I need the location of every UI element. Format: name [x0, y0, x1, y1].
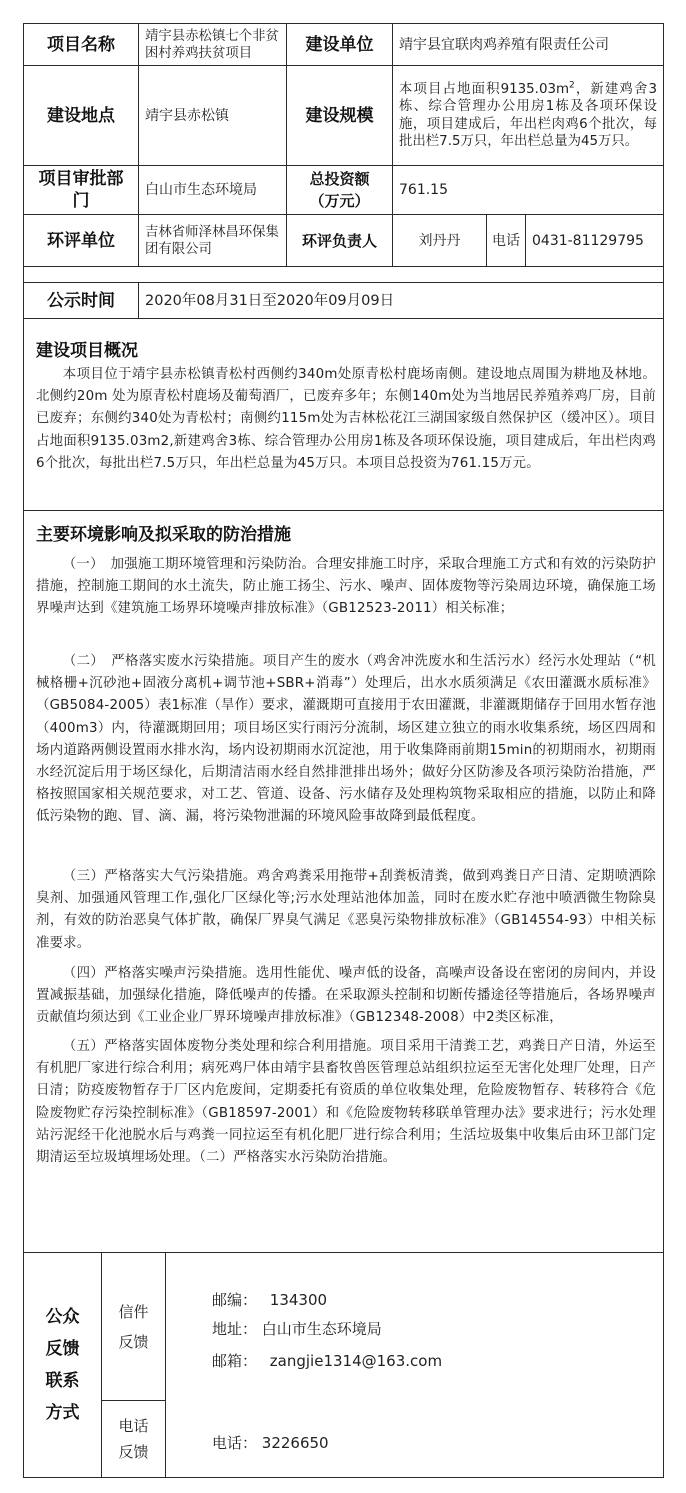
address-row: [212, 1318, 382, 1339]
builder-label: 建设单位: [305, 34, 374, 55]
border-bottom: [23, 1477, 664, 1478]
feedback-label-line: 公众: [45, 1307, 80, 1327]
postcode-value: 134300: [269, 1291, 328, 1309]
col-divider: [165, 1252, 166, 1478]
eia-phone-label: 电话: [492, 232, 520, 249]
measures-paragraph-5: （五）严格落实固体废物分类处理和综合利用措施。项目采用干清粪工艺，鸡粪日产日清，外运至有机肥厂家进行综合利用；病死鸡尸体由靖宇县畜牧兽医管理总站组织拉运至无害化处理厂处理，日产日清；防疫废物暂存于厂区内危废间，定期委托有资质的单位收集处理，危险废物暂存、转移符合《危险废物贮存污染控制标准》（GB18597-2001）和《危险废物转移联单管理办法》要求进行；污水处理站污泥经干化池脱水后与鸡粪一同拉运至有机化肥厂进行综合利用；生活垃圾集中收集后由环卫部门定期清运至垃圾填埋场处理。（二）严格落实水污染防治措施。: [36, 1039, 656, 1166]
publicity-value: 2020年08月31日至2020年09月09日: [145, 292, 395, 309]
letter-label-line: 反馈: [118, 1332, 149, 1351]
letter-feedback-label: [102, 1253, 165, 1400]
scale-label: 建设规模: [305, 105, 374, 126]
phone-value: 3226650: [261, 1434, 329, 1452]
phone-label: 电话：: [212, 1434, 258, 1452]
row-divider: [23, 266, 664, 267]
address-value: 白山市生态环境局: [261, 1320, 382, 1338]
border-right: [663, 23, 664, 1478]
eia-unit-value: 吉林省师泽林昌环保集团有限公司: [145, 224, 279, 257]
eia-person-value: 刘丹丹: [418, 232, 461, 249]
eia-phone-value: 0431-81129795: [532, 232, 644, 249]
measures-paragraph-2: （二） 严格落实废水污染措施。项目产生的废水（鸡舍冲洗废水和生活污水）经污水处理站（“机械格栅+沉砂池+固液分离机+调节池+SBR+消毒”）处理后，出水水质须满足《农田灌溉水质标准》（GB5084-2005）表1标准（旱作）要求，灌溉期可直接用于农田灌溉，非灌溉期储存于回用水暂存池（400m3）内，待灌溉期回用；项目场区实行雨污分流制，场区建立独立的雨水收集系统，场区四周和场内道路两侧设置雨水排水沟，场内设初期雨水沉淀池，用于收集降雨前期15min的初期雨水，初期雨水经沉淀后用于场区绿化，后期清洁雨水经自然排泄排出场外；做好分区防渗及各项污染防治措施，严格按照国家相关规范要求，对工艺、管道、设备、污水储存及处理构筑物采取相应的措施，以防止和降低污染物的跑、冒、滴、漏，将污染物泄漏的环境风险事故降到最低程度。: [36, 654, 656, 825]
postcode-row: [212, 1289, 327, 1310]
investment-label: 总投资额（万元）: [309, 170, 370, 210]
letter-label-line: 信件: [118, 1302, 149, 1321]
row-divider: [23, 318, 664, 319]
project-name-label: 项目名称: [47, 34, 115, 55]
measures-paragraph-4: （四）严格落实噪声污染措施。选用性能优、噪声低的设备，高噪声设备设在密闭的房间内，并设置减振基础，加强绿化措施，降低噪声的传播。在采取源头控制和切断传播途径等措施后，各场界噪声贡献值均须达到《工业企业厂界环境噪声排放标准》（GB12348-2008）中2类区标准，: [36, 966, 656, 1026]
project-name-value: 靖宇县赤松镇七个非贫困村养鸡扶贫项目: [145, 28, 279, 61]
postcode-label: 邮编：: [212, 1291, 258, 1309]
approval-value: 白山市生态环境局: [145, 182, 257, 198]
eia-unit-label: 环评单位: [47, 230, 115, 251]
approval-label: 项目审批部门: [38, 169, 124, 211]
investment-value: 761.15: [399, 182, 448, 198]
builder-value: 靖宇县宜联肉鸡养殖有限责任公司: [399, 36, 609, 53]
feedback-label-line: 联系: [45, 1371, 80, 1391]
feedback-label-line: 反馈: [45, 1339, 80, 1359]
publicity-label: 公示时间: [47, 290, 115, 311]
address-label: 地址：: [212, 1320, 258, 1338]
row-divider: [23, 510, 664, 511]
phone-feedback-label: [102, 1401, 165, 1477]
email-label: 邮箱：: [212, 1352, 258, 1370]
location-value: 靖宇县赤松镇: [145, 107, 229, 124]
location-label: 建设地点: [47, 105, 115, 126]
scale-value: 本项目占地面积$9135.03m^2$，新建鸡舍3栋、综合管理办公用房1栋及各项环保设施，项目建成后，年出栏肉鸡6个批次，每批出栏7.5万只，年出栏总量为45万只。: [399, 80, 657, 149]
measures-paragraph-1: （一） 加强施工期环境管理和污染防治。合理安排施工时序，采取合理施工方式和有效的污染防护措施，控制施工期间的水土流失，防止施工扬尘、污水、噪声、固体废物等污染周边环境，确保施工场界噪声达到《建筑施工场界环境噪声排放标准》（GB12523-2011）相关标准；: [36, 557, 656, 617]
phone-method-line: 电话: [118, 1417, 149, 1435]
phone-row: [212, 1432, 329, 1453]
overview-text: 本项目位于靖宇县赤松镇青松村西侧约340m处原青松村鹿场南侧。建设地点周围为耕地及林地。北侧约20m 处为原青松村鹿场及葡萄酒厂，已废弃多年；东侧140m处为当地居民养殖养鸡厂房，目前已废弃；东侧约340处为青松村；南侧约115m处为吉林松花江三湖国家级自然保护区（缓冲区）。项目占地面积9135.03m2,新建鸡舍3栋、综合管理办公用房1栋及各项环保设施，项目建成后，年出栏肉鸡6个批次，每批出栏7.5万只，年出栏总量为45万只。本项目总投资为761.15万元。: [36, 367, 656, 471]
measures-paragraph-3: （三）严格落实大气污染措施。鸡舍鸡粪采用拖带+刮粪板清粪，做到鸡粪日产日清、定期喷洒除臭剂、加强通风管理工作,强化厂区绿化等;污水处理站池体加盖，同时在废水贮存池中喷洒微生物除臭剂，有效的防治恶臭气体扩散，确保厂界臭气满足《恶臭污染物排放标准》（GB14554-93）中相关标准要求。: [36, 869, 656, 951]
email-row: [212, 1350, 442, 1371]
feedback-label-line: 方式: [45, 1403, 80, 1423]
phone-method-line: 反馈: [118, 1443, 149, 1461]
overview-title: 建设项目概况: [36, 341, 138, 361]
feedback-method-label: [24, 1253, 101, 1477]
email-value[interactable]: zangjie1314@163.com: [269, 1352, 443, 1370]
eia-person-label: 环评负责人: [301, 231, 377, 250]
measures-title: 主要环境影响及拟采取的防治措施: [36, 525, 291, 545]
